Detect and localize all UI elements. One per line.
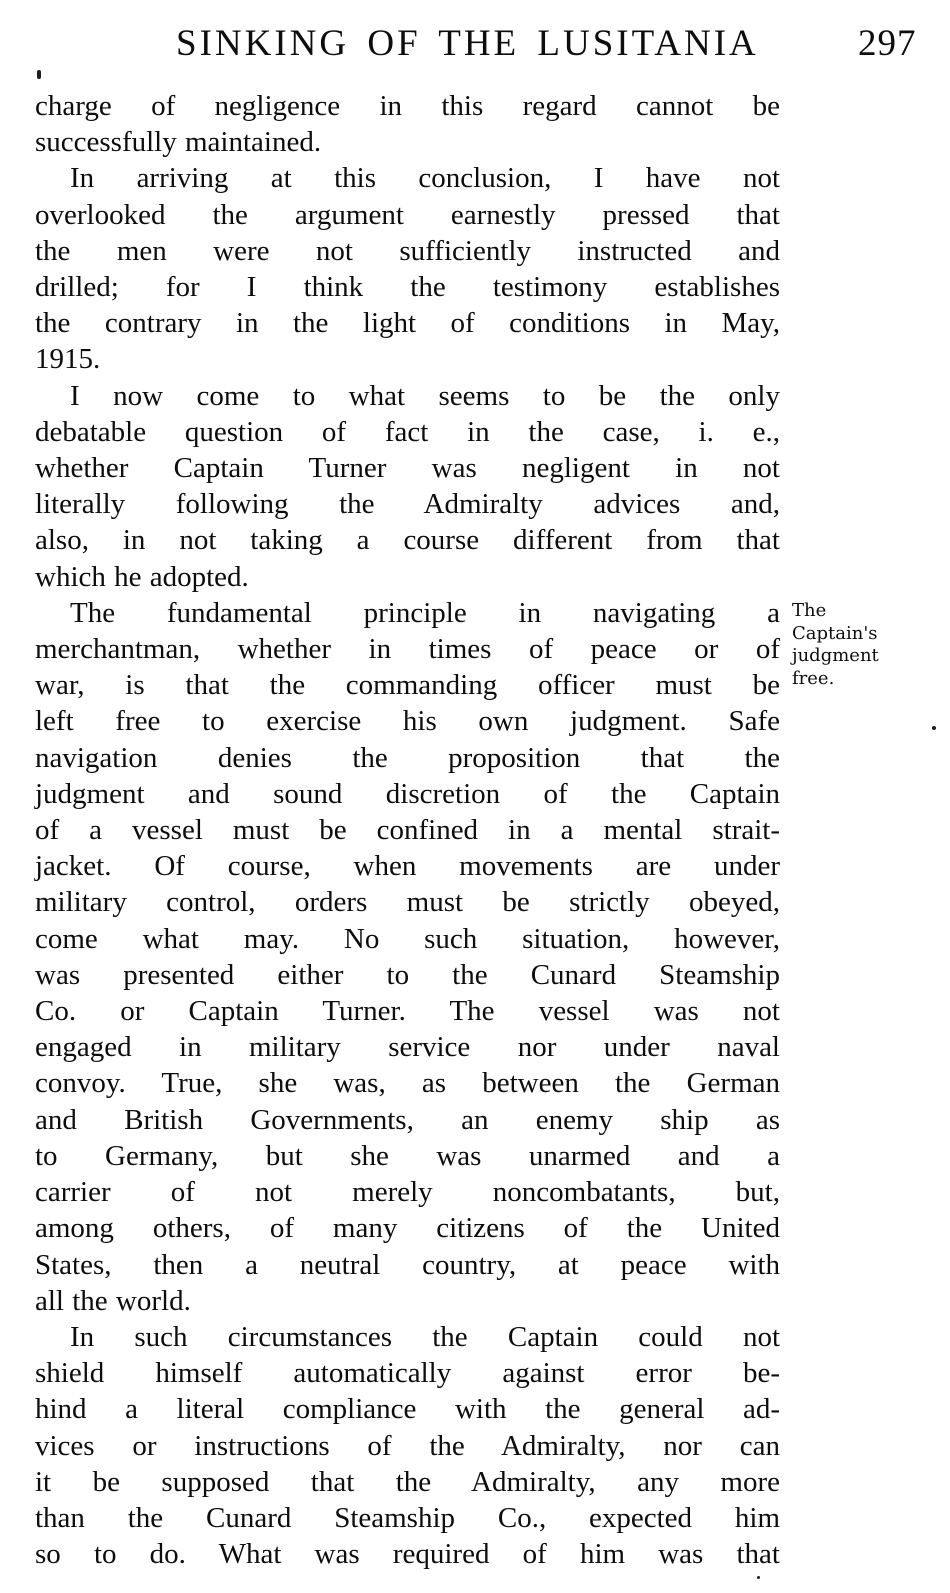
text-line: In arriving at this conclusion, I have not xyxy=(70,162,780,195)
scan-artifact xyxy=(757,1576,760,1579)
margin-note-line: judgment xyxy=(792,645,879,667)
text-line: among others, of many citizens of the United xyxy=(35,1212,780,1245)
text-line: drilled; for I think the testimony establishes xyxy=(35,271,780,304)
text-line: whether Captain Turner was negligent in not xyxy=(35,452,780,485)
text-line: overlooked the argument earnestly pressed that xyxy=(35,198,780,231)
text-line: navigation denies the proposition that the xyxy=(35,741,780,774)
text-line: the contrary in the light of conditions in May, xyxy=(35,307,780,340)
page-number: 297 xyxy=(858,23,917,64)
text-line: shield himself automatically against error be- xyxy=(35,1357,780,1390)
margin-note-line: free. xyxy=(792,668,835,690)
text-line: States, then a neutral country, at peace with xyxy=(35,1248,780,1281)
text-line: literally following the Admiralty advices and, xyxy=(35,488,780,521)
text-line: left free to exercise his own judgment. Safe xyxy=(35,705,780,738)
text-line: so to do. What was required of him was that xyxy=(35,1538,780,1571)
text-line: judgment and sound discretion of the Captain xyxy=(35,777,780,810)
text-line: than the Cunard Steamship Co., expected him xyxy=(35,1501,780,1534)
text-line: jacket. Of course, when movements are under xyxy=(35,850,780,883)
paragraph-2 xyxy=(35,160,780,377)
text-line: vices or instructions of the Admiralty, nor can xyxy=(35,1429,780,1462)
text-line: successfully maintained. xyxy=(35,126,322,159)
text-line: engaged in military service nor under naval xyxy=(35,1031,780,1064)
paragraph-1 xyxy=(35,88,780,160)
paragraph-3 xyxy=(35,378,780,595)
margin-note-line: Captain's xyxy=(792,622,878,644)
text-line: it be supposed that the Admiralty, any more xyxy=(35,1465,780,1498)
text-line: hind a literal compliance with the general ad- xyxy=(35,1393,780,1426)
paragraph-5 xyxy=(35,1319,780,1572)
text-line: also, in not taking a course different from that xyxy=(35,524,780,557)
scan-artifact xyxy=(37,70,41,79)
text-line: I now come to what seems to be the only xyxy=(70,379,780,412)
margin-note xyxy=(792,600,922,691)
text-line: of a vessel must be confined in a mental strait- xyxy=(35,814,780,847)
text-line: which he adopted. xyxy=(35,560,249,593)
text-line: charge of negligence in this regard cannot be xyxy=(35,90,780,122)
text-line: debatable question of fact in the case, i. e., xyxy=(35,415,780,448)
margin-note-line: The xyxy=(792,600,827,621)
text-line: come what may. No such situation, however, xyxy=(35,922,780,955)
text-line: and British Governments, an enemy ship as xyxy=(35,1103,780,1136)
text-line: war, is that the commanding officer must be xyxy=(35,669,780,702)
paragraph-4 xyxy=(35,595,780,1319)
text-line: In such circumstances the Captain could not xyxy=(70,1320,780,1353)
text-line: merchantman, whether in times of peace or of xyxy=(35,633,780,666)
text-line: carrier of not merely noncombatants, but, xyxy=(35,1176,780,1209)
text-line: military control, orders must be strictly obeyed, xyxy=(35,886,780,919)
scan-artifact xyxy=(932,726,936,730)
text-line: convoy. True, she was, as between the German xyxy=(35,1067,780,1100)
body-text xyxy=(35,88,780,1572)
text-line: to Germany, but she was unarmed and a xyxy=(35,1139,780,1172)
text-line: 1915. xyxy=(35,343,101,376)
text-line: was presented either to the Cunard Steamship xyxy=(35,958,780,991)
text-line: Co. or Captain Turner. The vessel was not xyxy=(35,995,780,1028)
text-line: The fundamental principle in navigating a xyxy=(70,596,780,629)
text-line: all the world. xyxy=(35,1284,191,1317)
text-line: the men were not sufficiently instructed and xyxy=(35,234,780,267)
running-head-title: SINKING OF THE LUSITANIA xyxy=(176,23,759,64)
